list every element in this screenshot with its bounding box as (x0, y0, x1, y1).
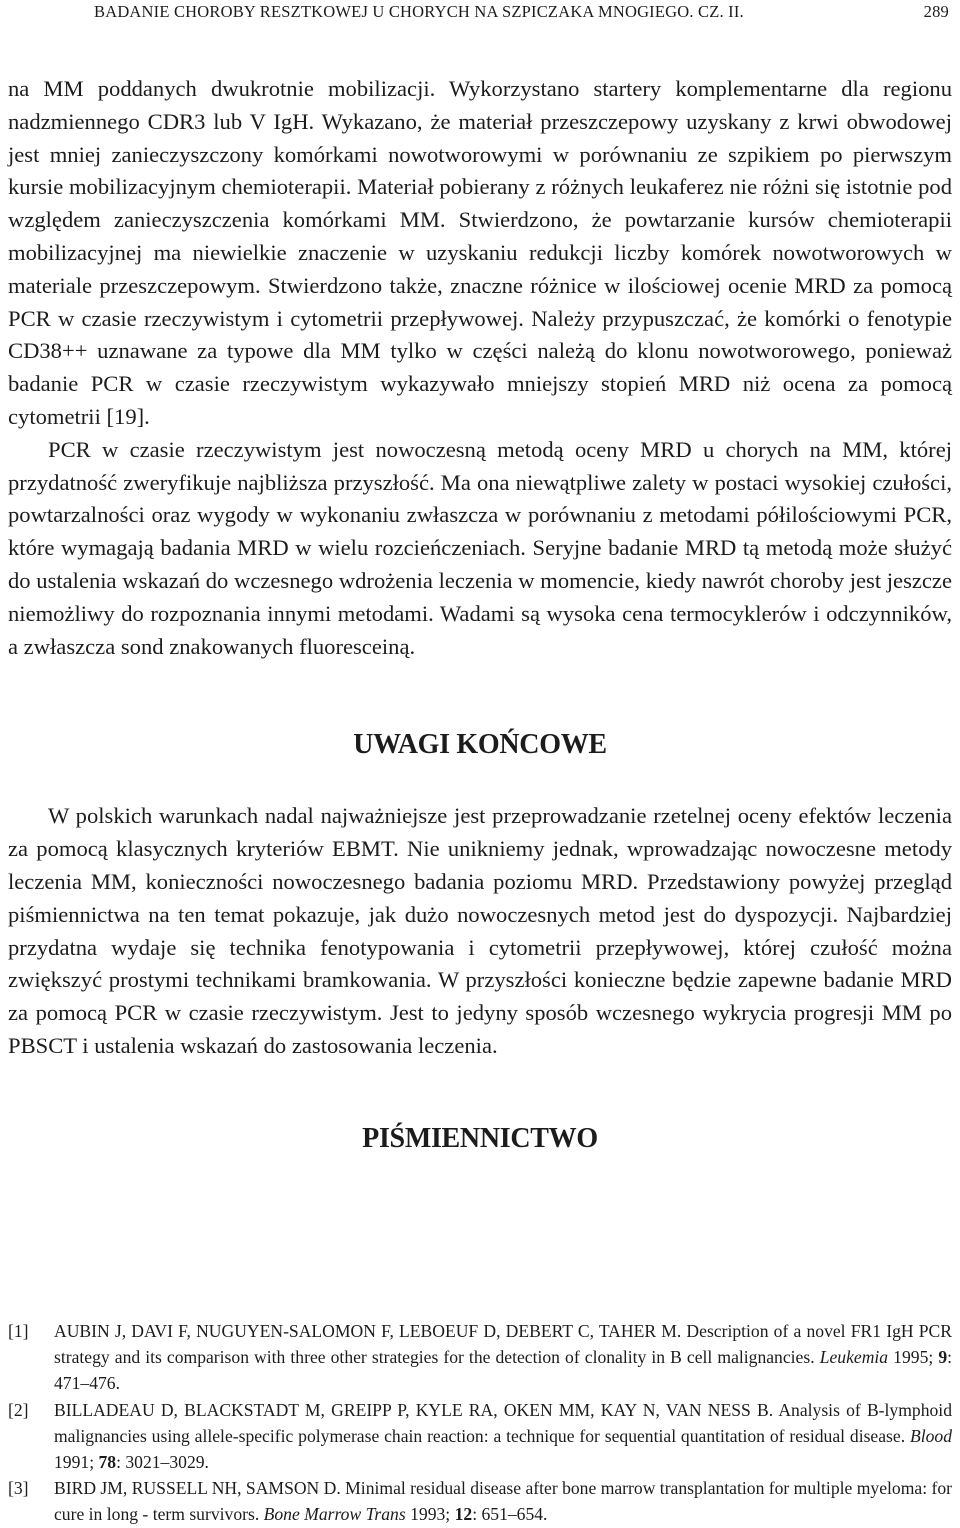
journal-name: Blood (909, 1425, 952, 1446)
volume: 78 (98, 1452, 117, 1473)
section-heading-references: PIŚMIENNICTWO (362, 1122, 598, 1154)
section-heading-conclusions: UWAGI KOŃCOWE (353, 729, 607, 761)
reference-number: [1] (8, 1321, 29, 1341)
volume: 12 (454, 1504, 473, 1525)
reference-item (8, 1397, 952, 1476)
volume: 9 (938, 1347, 948, 1368)
body-paragraph-1: na MM poddanych dwukrotnie mobilizacji. Wykorzystano startery komplementarne dla regionu nadzmiennego CDR3 lub V IgH. Wykazano, że materiał przeszczepowy uzyskany z krwi obwodowej jest mniej zanieczyszczony komórkami nowotworowymi w porównaniu ze szpikiem po pierwszym kursie mobilizacyjnym chemioterapii. Materiał pobierany z różnych leukaferez nie różni się istotnie pod względem zanieczyszczenia komórkami MM. Stwierdzono, że powtarzanie kursów chemioterapii mobilizacyjnej ma niewielkie znaczenie w uzyskaniu redukcji liczby komórek nowotworowych w materiale przeszczepowym. Stwierdzono także, znaczne różnice w ilościowej ocenie MRD za pomocą PCR w czasie rzeczywistym i cytometrii przepływowej. Należy przypuszczać, że komórki o fenotypie CD38++ uznawane za typowe dla MM tylko w części należą do klonu nowotworowego, ponieważ badanie PCR w czasie rzeczywistym wykazywało mniejszy stopień MRD niż ocena za pomocą cytometrii [19]. (8, 76, 952, 429)
reference-number: [2] (8, 1399, 29, 1420)
conclusions-paragraph: W polskich warunkach nadal najważniejsze jest przeprowadzanie rzetelnej oceny efektów leczenia za pomocą klasycznych kryteriów EBMT. Nie unikniemy jednak, wprowadzając nowoczesne metody leczenia MM, konieczności nowoczesnego badania poziomu MRD. Przedstawiony powyżej przegląd piśmiennictwa na ten temat pokazuje, jak dużo nowoczesnych metod jest do dyspozycji. Najbardziej przydatna wydaje się technika fenotypowania i cytometrii przepływowej, której czułość można zwiększyć prostymi technikami bramkowania. W przyszłości konieczne będzie zapewne badanie MRD za pomocą PCR w czasie rzeczywistym. Jest to jedyny sposób wczesnego wykrycia progresji MM po PBSCT i ustalenia wskazań do zastosowania leczenia. (8, 803, 952, 1058)
article-body (8, 73, 952, 1157)
reference-item (8, 1475, 952, 1527)
reference-number: [3] (8, 1478, 29, 1499)
running-title: BADANIE CHOROBY RESZTKOWEJ U CHORYCH NA SZPICZAKA MNOGIEGO. CZ. II. (94, 2, 744, 21)
reference-text: BIRD JM, RUSSELL NH, SAMSON D. Minimal residual disease after bone marrow transplantation for multiple myeloma: for cure in long - term survivors. Bone Marrow Trans 1993; 12: 651–654. (54, 1478, 952, 1525)
reference-item (8, 1318, 952, 1397)
running-header (0, 2, 960, 28)
reference-text: BILLADEAU D, BLACKSTADT M, GREIPP P, KYLE RA, OKEN MM, KAY N, VAN NESS B. Analysis of B-lymphoid malignancies using allele-specific polymerase chain reaction: a technique for sequential quantitation of residual disease. Blood 1991; 78: 3021–3029. (54, 1399, 952, 1473)
page-number: 289 (923, 2, 949, 21)
journal-name: Leukemia (819, 1347, 889, 1368)
reference-list (8, 1318, 952, 1528)
body-paragraph-2: PCR w czasie rzeczywistym jest nowoczesną metodą oceny MRD u chorych na MM, której przydatność zweryfikuje najbliższa przyszłość. Ma ona niewątpliwe zalety w postaci wysokiej czułości, powtarzalności oraz wygody w wykonaniu zwłaszcza w porównaniu z metodami półilościowymi PCR, które wymagają badania MRD w wielu rozcieńczeniach. Seryjne badanie MRD tą metodą może służyć do ustalenia wskazań do wczesnego wdrożenia leczenia w momencie, kiedy nawrót choroby jest jeszcze niemożliwy do rozpoznania innymi metodami. Wadami są wysoka cena termocyklerów i odczynników, a zwłaszcza sond znakowanych fluoresceiną. (8, 436, 952, 659)
journal-name: Bone Marrow Trans (263, 1504, 406, 1525)
reference-text: AUBIN J, DAVI F, NUGUYEN-SALOMON F, LEBOEUF D, DEBERT C, TAHER M. Description of a novel FR1 IgH PCR strategy and its comparison with three other strategies for the detection of clonality in B cell malignancies. Leukemia 1995; 9: 471–476. (54, 1321, 953, 1394)
